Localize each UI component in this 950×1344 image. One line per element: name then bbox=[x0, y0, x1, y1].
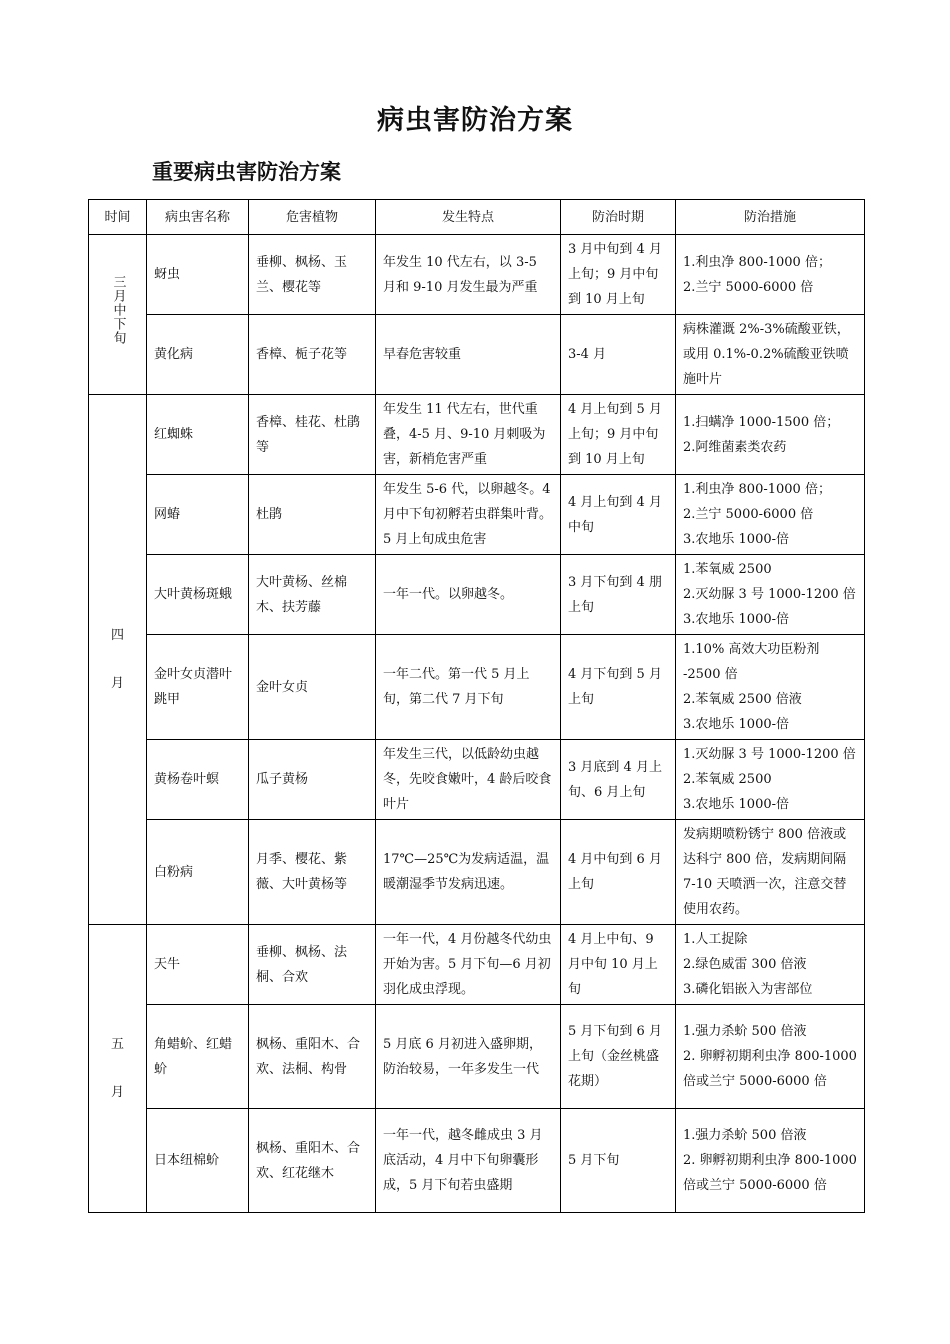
measure-line: 1.10% 高效大功臣粉剂 -2500 倍 bbox=[683, 642, 820, 682]
control-measures-cell bbox=[676, 635, 865, 740]
host-plants-cell: 垂柳、枫杨、法桐、合欢 bbox=[249, 925, 376, 1005]
time-label: 月 bbox=[110, 1084, 124, 1100]
features-cell: 一年一代，越冬雌成虫 3 月底活动，4 月中下旬卵囊形成，5 月下旬若虫盛期 bbox=[376, 1109, 561, 1213]
control-period-cell: 4 月上中旬、9 月中旬 10 月上旬 bbox=[561, 925, 676, 1005]
pest-name-cell: 白粉病 bbox=[147, 820, 249, 925]
control-period-cell: 4 月中旬到 6 月上旬 bbox=[561, 820, 676, 925]
time-cell bbox=[89, 395, 147, 925]
measure-line: 3.磷化铝嵌入为害部位 bbox=[683, 982, 813, 997]
host-plants-cell: 月季、樱花、紫薇、大叶黄杨等 bbox=[249, 820, 376, 925]
table-row bbox=[89, 925, 865, 1005]
table-row bbox=[89, 820, 865, 925]
table-row bbox=[89, 395, 865, 475]
features-cell: 年发生三代，以低龄幼虫越冬，先咬食嫩叶，4 龄后咬食叶片 bbox=[376, 740, 561, 820]
measure-line: 1.强力杀蚧 500 倍液 bbox=[683, 1024, 807, 1039]
pest-name-cell: 网蝽 bbox=[147, 475, 249, 555]
time-cell bbox=[89, 925, 147, 1213]
table-row bbox=[89, 235, 865, 315]
control-measures-cell bbox=[676, 820, 865, 925]
control-period-cell: 4 月下旬到 5 月上旬 bbox=[561, 635, 676, 740]
table-row bbox=[89, 740, 865, 820]
measure-line: 病株灌溉 2%-3%硫酸亚铁，或用 0.1%-0.2%硫酸亚铁喷施叶片 bbox=[683, 322, 850, 387]
control-period-cell: 5 月下旬到 6 月上旬（金丝桃盛花期） bbox=[561, 1005, 676, 1109]
pest-name-cell: 黄杨卷叶螟 bbox=[147, 740, 249, 820]
control-period-cell: 3 月底到 4 月上旬、6 月上旬 bbox=[561, 740, 676, 820]
document-title: 病虫害防治方案 bbox=[377, 105, 573, 136]
control-measures-cell bbox=[676, 1005, 865, 1109]
header-host-plants: 危害植物 bbox=[249, 200, 376, 235]
measure-line: 3.农地乐 1000-倍 bbox=[683, 532, 790, 547]
measure-line: 2.绿色威雷 300 倍液 bbox=[683, 957, 807, 972]
pest-name-cell: 红蜘蛛 bbox=[147, 395, 249, 475]
measure-line: 1.灭幼脲 3 号 1000-1200 倍 bbox=[683, 747, 856, 762]
host-plants-cell: 香樟、栀子花等 bbox=[249, 315, 376, 395]
host-plants-cell: 杜鹃 bbox=[249, 475, 376, 555]
features-cell: 17℃—25℃为发病适温，温暖潮湿季节发病迅速。 bbox=[376, 820, 561, 925]
control-measures-cell bbox=[676, 740, 865, 820]
table-row bbox=[89, 555, 865, 635]
measure-line: 1.强力杀蚧 500 倍液 bbox=[683, 1128, 807, 1143]
measure-line: 2.阿维菌素类农药 bbox=[683, 439, 787, 455]
host-plants-cell: 大叶黄杨、丝棉木、扶芳藤 bbox=[249, 555, 376, 635]
header-control-period: 防治时期 bbox=[561, 200, 676, 235]
host-plants-cell: 金叶女贞 bbox=[249, 635, 376, 740]
header-time: 时间 bbox=[89, 200, 147, 235]
features-cell: 一年二代。第一代 5 月上旬，第二代 7 月下旬 bbox=[376, 635, 561, 740]
control-measures-cell bbox=[676, 315, 865, 395]
pest-name-cell: 金叶女贞潜叶跳甲 bbox=[147, 635, 249, 740]
control-period-cell: 3 月下旬到 4 朋上旬 bbox=[561, 555, 676, 635]
control-period-cell: 5 月下旬 bbox=[561, 1109, 676, 1213]
time-cell bbox=[89, 235, 147, 395]
host-plants-cell: 枫杨、重阳木、合欢、红花继木 bbox=[249, 1109, 376, 1213]
header-control-measures: 防治措施 bbox=[676, 200, 865, 235]
table-row bbox=[89, 635, 865, 740]
header-pest-name: 病虫害名称 bbox=[147, 200, 249, 235]
control-period-cell: 3-4 月 bbox=[561, 315, 676, 395]
pest-name-cell: 大叶黄杨斑蛾 bbox=[147, 555, 249, 635]
features-cell: 一年一代。以卵越冬。 bbox=[376, 555, 561, 635]
control-measures-cell bbox=[676, 475, 865, 555]
measure-line: 1.苯氧威 2500 bbox=[683, 562, 772, 577]
measure-line: 1.利虫净 800-1000 倍； bbox=[683, 482, 831, 497]
host-plants-cell: 枫杨、重阳木、合欢、法桐、构骨 bbox=[249, 1005, 376, 1109]
features-cell: 早春危害较重 bbox=[376, 315, 561, 395]
time-label: 四 bbox=[110, 627, 124, 643]
features-cell: 一年一代，4 月份越冬代幼虫开始为害。5 月下旬—6 月初羽化成虫浮现。 bbox=[376, 925, 561, 1005]
measure-line: 3.农地乐 1000-倍 bbox=[683, 797, 790, 812]
control-measures-cell bbox=[676, 925, 865, 1005]
measure-line: 2. 卵孵初期利虫净 800-1000 倍或兰宁 5000-6000 倍 bbox=[683, 1153, 857, 1193]
header-features: 发生特点 bbox=[376, 200, 561, 235]
table-row bbox=[89, 315, 865, 395]
features-cell: 年发生 5-6 代，以卵越冬。4 月中下旬初孵若虫群集叶背。5 月上旬成虫危害 bbox=[376, 475, 561, 555]
host-plants-cell: 垂柳、枫杨、玉兰、樱花等 bbox=[249, 235, 376, 315]
measure-line: 2. 卵孵初期利虫净 800-1000 倍或兰宁 5000-6000 倍 bbox=[683, 1049, 857, 1089]
control-measures-cell bbox=[676, 235, 865, 315]
features-cell: 5 月底 6 月初进入盛卵期，防治较易，一年多发生一代 bbox=[376, 1005, 561, 1109]
measure-line: 1.扫螨净 1000-1500 倍； bbox=[683, 414, 840, 430]
control-period-cell: 4 月上旬到 5 月上旬；9 月中旬到 10 月上旬 bbox=[561, 395, 676, 475]
measure-line: 2.兰宁 5000-6000 倍 bbox=[683, 279, 814, 295]
time-label: 五 bbox=[110, 1036, 124, 1052]
pest-name-cell: 天牛 bbox=[147, 925, 249, 1005]
pest-name-cell: 黄化病 bbox=[147, 315, 249, 395]
measure-line: 2.苯氧威 2500 bbox=[683, 772, 772, 787]
measure-line: 2.苯氧威 2500 倍液 bbox=[683, 692, 802, 707]
control-measures-cell bbox=[676, 1109, 865, 1213]
control-measures-cell bbox=[676, 555, 865, 635]
table-row bbox=[89, 1109, 865, 1213]
table-header-row bbox=[89, 200, 865, 235]
measure-line: 2.灭幼脲 3 号 1000-1200 倍 bbox=[683, 587, 856, 602]
control-period-cell: 3 月中旬到 4 月上旬；9 月中旬到 10 月上旬 bbox=[561, 235, 676, 315]
features-cell: 年发生 11 代左右，世代重叠，4-5 月、9-10 月刺吸为害，新梢危害严重 bbox=[376, 395, 561, 475]
time-label: 三月中下旬 bbox=[110, 275, 126, 345]
document-subtitle: 重要病虫害防治方案 bbox=[152, 160, 341, 184]
table-row bbox=[89, 1005, 865, 1109]
measure-line: 3.农地乐 1000-倍 bbox=[683, 717, 790, 732]
measure-line: 发病期喷粉锈宁 800 倍液或达科宁 800 倍，发病期间隔 7-10 天喷洒一次，注意交替使用农药。 bbox=[683, 827, 847, 917]
measure-line: 1.人工捉除 bbox=[683, 932, 748, 947]
table-row bbox=[89, 475, 865, 555]
host-plants-cell: 香樟、桂花、杜鹃等 bbox=[249, 395, 376, 475]
control-period-cell: 4 月上旬到 4 月中旬 bbox=[561, 475, 676, 555]
host-plants-cell: 瓜子黄杨 bbox=[249, 740, 376, 820]
measure-line: 3.农地乐 1000-倍 bbox=[683, 612, 790, 627]
features-cell: 年发生 10 代左右，以 3-5 月和 9-10 月发生最为严重 bbox=[376, 235, 561, 315]
measure-line: 1.利虫净 800-1000 倍； bbox=[683, 254, 831, 270]
time-label: 月 bbox=[110, 675, 124, 691]
pest-control-table bbox=[88, 199, 865, 1213]
pest-name-cell: 蚜虫 bbox=[147, 235, 249, 315]
pest-name-cell: 角蜡蚧、红蜡蚧 bbox=[147, 1005, 249, 1109]
control-measures-cell bbox=[676, 395, 865, 475]
pest-name-cell: 日本纽棉蚧 bbox=[147, 1109, 249, 1213]
measure-line: 2.兰宁 5000-6000 倍 bbox=[683, 507, 814, 522]
